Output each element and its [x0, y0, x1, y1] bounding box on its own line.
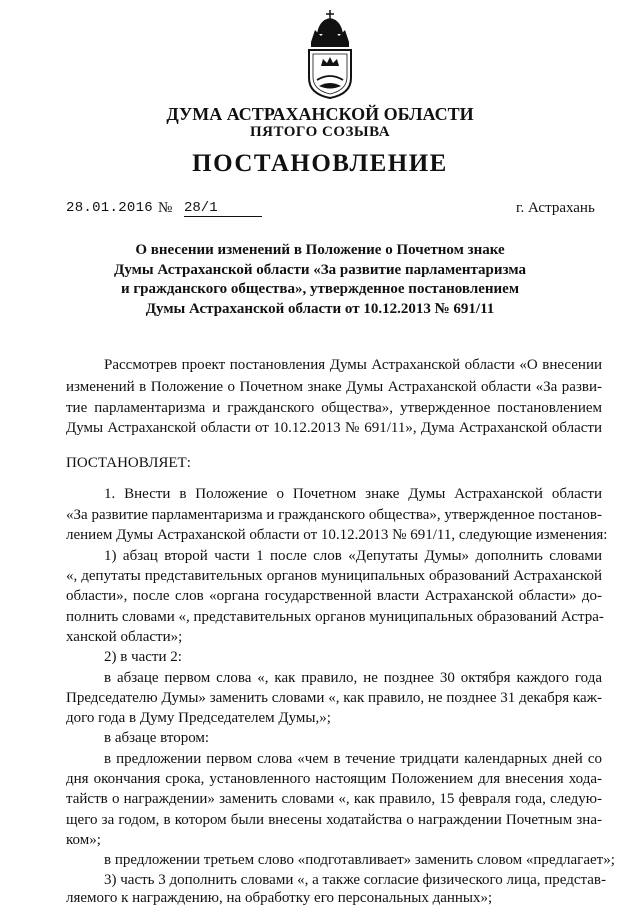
document-city: г. Астрахань [516, 200, 595, 216]
document-type: ПОСТАНОВЛЕНИЕ [192, 150, 448, 177]
body-line: дня окончания срока, установленного настоящим Положением для внесения хода- [66, 771, 602, 787]
body-line: Думы Астраханской области от 10.12.2013 № 691/11», Дума Астраханской области [66, 420, 602, 436]
title-line: и гражданского общества», утвержденное постановлением [120, 281, 520, 297]
body-line: Председателю Думы» заменить словами «, как правило, не позднее 31 декабря каж- [66, 690, 602, 706]
document-date: 28.01.2016 [66, 200, 154, 216]
document-number-label: № [158, 200, 173, 216]
body-line: «За развитие парламентаризма и гражданского общества», утвержденное постанов- [66, 507, 602, 523]
body-line: полнить словами «, представительных органов муниципальных образований Астра- [66, 609, 604, 625]
document-title [90, 241, 550, 319]
body-line: Рассмотрев проект постановления Думы Астраханской области «О внесении [104, 357, 602, 373]
body-line: 1) абзац второй части 1 после слов «Депутаты Думы» дополнить словами [104, 548, 602, 564]
body-line: ханской области»; [66, 629, 183, 645]
body-line: «, депутаты представительных органов муниципальных образований Астраханской [66, 568, 602, 584]
body-line: области», после слов «органа государственной власти Астраханской области» до- [66, 588, 602, 604]
body-line: 3) часть 3 дополнить словами «, а также согласие физического лица, представ- [104, 872, 606, 888]
body-line: ком»; [66, 832, 101, 848]
body-line: в предложении третьем слово «подготавливает» заменить словом «предлагает»; [104, 852, 615, 868]
body-line: 1. Внести в Положение о Почетном знаке Думы Астраханской области [104, 486, 602, 502]
body-line: дого года в Думу Председателем Думы,»; [66, 710, 331, 726]
body-line: в абзаце втором: [104, 730, 210, 746]
body-line: изменений в Положение о Почетном знаке Думы Астраханской области «За разви- [66, 379, 602, 395]
convocation-label: ПЯТОГО СОЗЫВА [249, 124, 391, 140]
body-line: в абзаце первом слова «, как правило, не позднее 30 октября каждого года [104, 670, 602, 686]
body-line: ляемого к награждению, на обработку его персональных данных»; [66, 890, 493, 906]
body-line: 2) в части 2: [104, 649, 182, 665]
body-line: щего за годом, в котором были внесены ходатайства о награждении Почетным зна- [66, 812, 602, 828]
coat-of-arms-icon [297, 8, 363, 100]
resolves-heading: ПОСТАНОВЛЯЕТ: [66, 455, 191, 471]
body-line: тайств о награждении» заменить словами «, как правило, 15 февраля года, следую- [66, 791, 602, 807]
body-line: тие парламентаризма и гражданского общества», утвержденное постановлением [66, 400, 602, 416]
title-line: Думы Астраханской области «За развитие парламентаризма [114, 261, 526, 278]
body-line: лением Думы Астраханской области от 10.12.2013 № 691/11, следующие изменения: [66, 527, 608, 543]
title-line: О внесении изменений в Положение о Почетном знаке [135, 242, 505, 258]
organization-name: ДУМА АСТРАХАНСКОЙ ОБЛАСТИ [166, 104, 474, 124]
title-line: Думы Астраханской области от 10.12.2013 № 691/11 [145, 300, 495, 317]
body-line: в предложении первом слова «чем в течение тридцати календарных дней со [104, 751, 602, 767]
document-number: 28/1 [184, 200, 262, 217]
